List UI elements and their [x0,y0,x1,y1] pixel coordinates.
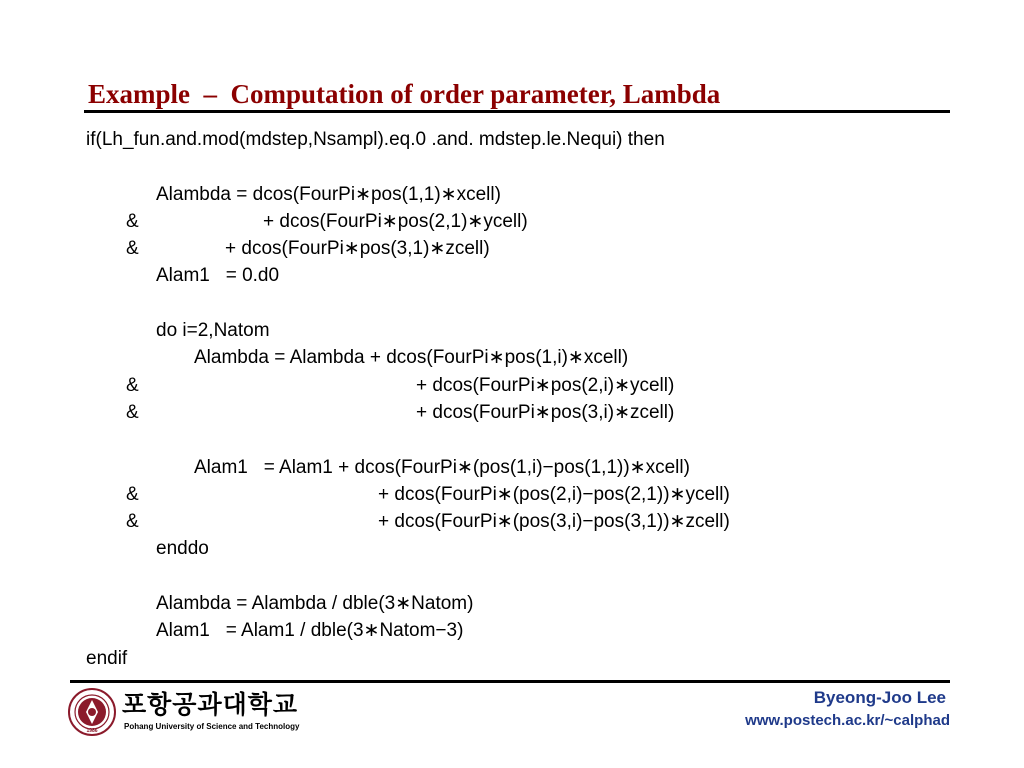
slide-title: Example – Computation of order parameter, Lambda [88,79,721,109]
code-text: Alam1 = 0.d0 [156,265,280,287]
continuation-mark: & [126,483,139,505]
footer-url: www.postech.ac.kr/~calphad [745,712,950,729]
footer-divider [70,680,950,683]
code-line [86,645,946,672]
code-line [86,317,946,344]
code-line [86,590,946,617]
continuation-mark: & [126,238,139,260]
code-text: Alam1 = Alam1 / dble(3∗Natom−3) [156,620,464,642]
code-line [86,153,946,180]
code-text: + dcos(FourPi∗pos(3,i)∗zcell) [416,401,675,423]
code-text: if(Lh_fun.and.mod(mdstep,Nsampl).eq.0 .and. mdstep.le.Nequi) then [86,129,665,150]
code-line [86,344,946,371]
code-line [86,508,946,535]
code-text: Alam1 = Alam1 + dcos(FourPi∗(pos(1,i)−pos(1,1))∗xcell) [194,456,690,478]
code-text: Alambda = dcos(FourPi∗pos(1,1)∗xcell) [156,183,501,205]
continuation-mark: & [126,511,139,533]
code-line [86,208,946,235]
code-text: endif [86,647,128,669]
code-block [86,126,946,672]
continuation-mark: & [126,210,139,232]
code-text: + dcos(FourPi∗pos(2,1)∗ycell) [263,210,528,232]
code-line [86,262,946,289]
title-divider [84,110,950,113]
code-text: enddo [156,538,209,560]
code-line [86,563,946,590]
code-text: + dcos(FourPi∗(pos(2,i)−pos(2,1))∗ycell) [378,483,730,505]
continuation-mark: & [126,401,139,423]
code-text: + dcos(FourPi∗(pos(3,i)−pos(3,1))∗zcell) [378,511,730,533]
code-text: Alambda = Alambda + dcos(FourPi∗pos(1,i)∗xcell) [194,347,629,369]
code-line [86,372,946,399]
code-line [86,535,946,562]
code-line [86,290,946,317]
code-line [86,454,946,481]
code-line [86,181,946,208]
code-text: Alambda = Alambda / dble(3∗Natom) [156,593,474,615]
continuation-mark: & [126,374,139,396]
code-line [86,126,946,153]
code-line [86,399,946,426]
code-text: + dcos(FourPi∗pos(3,1)∗zcell) [225,238,490,260]
university-name-korean: 포항공과대학교 [122,690,299,719]
code-line [86,481,946,508]
university-name-english: Pohang University of Science and Technology [124,722,300,731]
code-line [86,426,946,453]
seal-year: 1986 [86,728,98,734]
code-line [86,235,946,262]
code-text: + dcos(FourPi∗pos(2,i)∗ycell) [416,374,675,396]
university-logo [68,688,328,740]
code-text: do i=2,Natom [156,320,270,342]
seal-icon [68,688,116,736]
code-line [86,617,946,644]
author-name: Byeong-Joo Lee [813,688,946,707]
